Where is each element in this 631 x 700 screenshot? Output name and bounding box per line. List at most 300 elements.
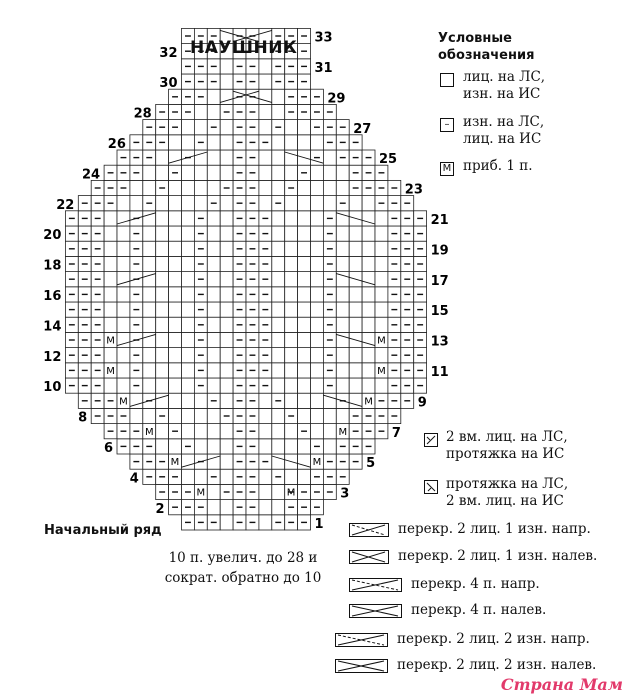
row-number: 24: [82, 167, 101, 183]
cable-legend-label: перекр. 4 п. налев.: [411, 602, 547, 618]
stitch-cell: [375, 348, 388, 363]
stitch-cell: [298, 287, 311, 302]
stitch-cell: [156, 302, 169, 317]
stitch-count-note: [158, 548, 328, 588]
stitch-cell: [207, 256, 220, 271]
stitch-cell: [311, 272, 324, 287]
row-number: 26: [107, 137, 126, 152]
stitch-cell: [156, 439, 169, 454]
stitch-cell: [349, 226, 362, 241]
stitch-cell: [207, 363, 220, 378]
stitch-cell: [272, 165, 285, 180]
increase-mark: М: [338, 426, 348, 438]
stitch-cell: [375, 256, 388, 271]
stitch-cell: [220, 424, 233, 439]
stitch-cell: [207, 241, 220, 256]
cable-symbol-icon: [349, 578, 402, 593]
row-number: 9: [417, 395, 427, 411]
stitch-cell: [156, 424, 169, 439]
cable-legend-label: перекр. 2 лиц. 2 изн. налев.: [397, 657, 597, 673]
chart-row: [43, 287, 426, 304]
stitch-cell: [298, 363, 311, 378]
stitch-cell: [362, 378, 375, 393]
stitch-cell: [336, 317, 349, 332]
legend-text: лиц. на ИС: [463, 131, 542, 147]
stitch-cell: [311, 348, 324, 363]
stitch-cell: [169, 180, 182, 195]
stitch-cell: [130, 408, 143, 423]
stitch-cell: [272, 211, 285, 226]
stitch-cell: [285, 424, 298, 439]
stitch-cell: [182, 241, 195, 256]
stitch-cell: [104, 226, 117, 241]
stitch-cell: [156, 211, 169, 226]
stitch-cell: [169, 317, 182, 332]
increase-mark: М: [196, 487, 206, 499]
stitch-cell: [272, 272, 285, 287]
increase-mark: М: [377, 366, 386, 377]
stitch-cell: [323, 408, 336, 423]
stitch-cell: [311, 363, 324, 378]
stitch-cell: [311, 302, 324, 317]
chart-row: [130, 454, 375, 471]
stitch-cell: [182, 211, 195, 226]
stitch-cell: [285, 272, 298, 287]
row-number: 32: [159, 45, 178, 61]
stitch-cell: [272, 332, 285, 347]
stitch-cell: [207, 226, 220, 241]
row-number: 21: [430, 213, 449, 228]
chart-row: [82, 165, 388, 182]
legend-item-ssk: [446, 476, 568, 510]
stitch-cell: [182, 272, 195, 287]
stitch-cell: [349, 378, 362, 393]
stitch-cell: [375, 211, 388, 226]
stitch-cell: [259, 180, 272, 195]
legend-text: лиц. на ЛС,: [463, 69, 546, 85]
stitch-cell: [285, 317, 298, 332]
stitch-cell: [298, 348, 311, 363]
stitch-cell: [362, 256, 375, 271]
chart-row: [78, 408, 401, 425]
stitch-cell: [362, 363, 375, 378]
chart-row: [182, 59, 333, 76]
stitch-cell: [285, 135, 298, 150]
stitch-cell: [298, 120, 311, 135]
stitch-cell: [169, 211, 182, 226]
purl-symbol-icon: –: [440, 118, 454, 132]
stitch-cell: [182, 378, 195, 393]
stitch-cell: [143, 302, 156, 317]
stitch-cell: [298, 302, 311, 317]
stitch-cell: [349, 363, 362, 378]
row-number: 3: [340, 486, 350, 502]
starting-row-label: Начальный ряд: [44, 523, 162, 538]
stitch-cell: [182, 256, 195, 271]
legend-text: 2 вм. лиц. на ЛС,: [446, 429, 568, 445]
stitch-cell: [311, 332, 324, 347]
stitch-cell: [375, 302, 388, 317]
stitch-cell: [272, 241, 285, 256]
stitch-cell: [259, 393, 272, 408]
stitch-cell: [272, 363, 285, 378]
row-number: 11: [430, 365, 449, 380]
stitch-cell: [272, 256, 285, 271]
stitch-cell: [259, 424, 272, 439]
stitch-cell: [220, 211, 233, 226]
stitch-cell: [375, 378, 388, 393]
cable-legend-label: перекр. 4 п. напр.: [411, 576, 540, 592]
stitch-cell: [130, 196, 143, 211]
increase-mark: М: [106, 335, 115, 347]
stitch-cell: [272, 104, 285, 119]
stitch-cell: [104, 348, 117, 363]
stitch-cell: [169, 241, 182, 256]
legend-heading-line-2: обозначения: [438, 48, 535, 63]
stitch-cell: [207, 424, 220, 439]
row-number: 18: [43, 258, 62, 274]
chart-row: [65, 302, 448, 319]
stitch-cell: [285, 211, 298, 226]
chart-row: [130, 469, 349, 486]
stitch-cell: [272, 500, 285, 515]
stitch-cell: [349, 317, 362, 332]
stitch-cell: [285, 226, 298, 241]
row-number: 8: [78, 410, 88, 426]
stitch-cell: [311, 256, 324, 271]
stitch-cell: [169, 393, 182, 408]
stitch-cell: [182, 180, 195, 195]
increase-mark: М: [106, 366, 115, 377]
chart-row: [56, 196, 413, 213]
chart-row: [169, 89, 346, 106]
stitch-cell: [156, 348, 169, 363]
stitch-cell: [104, 272, 117, 287]
stitch-cell: [117, 287, 130, 302]
chart-row: [43, 378, 426, 395]
row-number: 7: [391, 425, 401, 441]
stitch-cell: [182, 363, 195, 378]
stitch-cell: [117, 317, 130, 332]
stitch-cell: [156, 332, 169, 347]
stitch-cell: [259, 484, 272, 499]
legend-text: приб. 1 п.: [463, 158, 533, 174]
stitch-cell: [349, 348, 362, 363]
stitch-cell: [298, 211, 311, 226]
stitch-cell: [220, 120, 233, 135]
stitch-cell: [220, 515, 233, 530]
chart-row: [143, 120, 371, 137]
stitch-cell: [362, 287, 375, 302]
stitch-cell: [143, 241, 156, 256]
stitch-cell: [311, 196, 324, 211]
stitch-cell: [311, 135, 324, 150]
stitch-cell: [220, 272, 233, 287]
stitch-cell: [156, 317, 169, 332]
stitch-cell: [311, 287, 324, 302]
stitch-cell: [285, 256, 298, 271]
stitch-cell: [143, 226, 156, 241]
stitch-cell: [311, 378, 324, 393]
stitch-cell: [220, 363, 233, 378]
stitch-cell: [156, 272, 169, 287]
stitch-cell: [336, 363, 349, 378]
stitch-cell: [362, 241, 375, 256]
stitch-cell: [104, 287, 117, 302]
row-number: 16: [43, 289, 62, 304]
chart-row: [65, 332, 448, 349]
stitch-cell: [117, 348, 130, 363]
stitch-cell: [194, 165, 207, 180]
stitch-cell: [220, 256, 233, 271]
increase-mark: М: [377, 335, 386, 347]
stitch-cell: [336, 408, 349, 423]
knit-symbol-icon: [440, 73, 454, 87]
stitch-cell: [285, 393, 298, 408]
stitch-cell: [323, 196, 336, 211]
row-number: 30: [159, 76, 178, 92]
stitch-cell: [298, 408, 311, 423]
stitch-cell: [220, 348, 233, 363]
stitch-cell: [207, 165, 220, 180]
cable-legend-label: перекр. 2 лиц. 1 изн. напр.: [398, 521, 591, 537]
stitch-cell: [207, 378, 220, 393]
stitch-cell: [298, 226, 311, 241]
stitch-cell: [272, 135, 285, 150]
stitch-cell: [143, 348, 156, 363]
chart-row: [156, 500, 324, 517]
stitch-cell: [169, 272, 182, 287]
stitch-cell: [182, 424, 195, 439]
legend-item-k2tog: [446, 429, 568, 463]
stitch-cell: [259, 74, 272, 89]
stitch-cell: [272, 226, 285, 241]
row-number: 22: [56, 197, 75, 213]
stitch-cell: [182, 348, 195, 363]
stitch-cell: [311, 180, 324, 195]
chart-row: [104, 424, 401, 441]
stitch-cell: [375, 287, 388, 302]
stitch-cell: [207, 272, 220, 287]
chart-row: [156, 484, 350, 501]
increase-symbol-icon: М: [440, 162, 454, 176]
stitch-cell: [220, 454, 233, 469]
stitch-cell: [207, 287, 220, 302]
stitch-cell: [259, 196, 272, 211]
stitch-cell: [182, 226, 195, 241]
stitch-cell: [272, 484, 285, 499]
stitch-cell: [104, 302, 117, 317]
legend-heading: [438, 30, 534, 64]
stitch-cell: [272, 180, 285, 195]
stitch-cell: [104, 256, 117, 271]
chart-row: [134, 104, 337, 121]
stitch-cell: [220, 500, 233, 515]
stitch-cell: [311, 241, 324, 256]
watermark: Страна Мам: [500, 675, 623, 694]
legend-item-increase: [463, 158, 533, 175]
row-number: 1: [314, 517, 324, 532]
stitch-cell: [311, 317, 324, 332]
stitch-cell: [272, 287, 285, 302]
stitch-cell: [130, 180, 143, 195]
stitch-cell: [169, 348, 182, 363]
stitch-cell: [349, 241, 362, 256]
stitch-cell: [182, 120, 195, 135]
cable-legend-label: перекр. 2 лиц. 1 изн. налев.: [398, 548, 598, 564]
stitch-cell: [182, 469, 195, 484]
stitch-cell: [207, 302, 220, 317]
stitch-cell: [336, 165, 349, 180]
cable-symbol-icon: [335, 659, 388, 674]
stitch-cell: [182, 408, 195, 423]
stitch-cell: [143, 180, 156, 195]
stitch-cell: [298, 393, 311, 408]
stitch-cell: [259, 515, 272, 530]
stitch-cell: [156, 196, 169, 211]
stitch-cell: [169, 287, 182, 302]
stitch-cell: [259, 59, 272, 74]
stitch-cell: [323, 439, 336, 454]
stitch-cell: [220, 317, 233, 332]
stitch-cell: [143, 165, 156, 180]
chart-row: [65, 272, 448, 289]
stitch-cell: [272, 408, 285, 423]
stitch-cell: [182, 196, 195, 211]
stitch-cell: [272, 317, 285, 332]
stitch-cell: [207, 332, 220, 347]
stitch-cell: [298, 469, 311, 484]
stitch-cell: [311, 408, 324, 423]
stitch-cell: [182, 393, 195, 408]
chart-row: [43, 348, 426, 365]
stitch-cell: [207, 439, 220, 454]
stitch-cell: [311, 424, 324, 439]
row-number: 10: [43, 380, 62, 396]
stitch-cell: [156, 226, 169, 241]
note-line: 10 п. увелич. до 28 и: [168, 550, 318, 566]
stitch-cell: [207, 500, 220, 515]
stitch-cell: [336, 226, 349, 241]
stitch-cell: [220, 150, 233, 165]
stitch-cell: [272, 439, 285, 454]
stitch-cell: [285, 120, 298, 135]
stitch-cell: [375, 317, 388, 332]
stitch-cell: [272, 150, 285, 165]
chart-row: [65, 363, 448, 380]
row-number: 33: [314, 30, 333, 46]
stitch-cell: [182, 135, 195, 150]
stitch-cell: [169, 135, 182, 150]
stitch-cell: [182, 332, 195, 347]
stitch-cell: [375, 226, 388, 241]
stitch-cell: [117, 363, 130, 378]
chart-row: [91, 180, 423, 197]
stitch-cell: [259, 120, 272, 135]
stitch-cell: [362, 196, 375, 211]
stitch-cell: [207, 104, 220, 119]
stitch-cell: [323, 424, 336, 439]
stitch-cell: [117, 226, 130, 241]
stitch-cell: [220, 469, 233, 484]
stitch-cell: [336, 348, 349, 363]
stitch-cell: [259, 469, 272, 484]
stitch-cell: [156, 165, 169, 180]
stitch-cell: [207, 150, 220, 165]
stitch-cell: [349, 302, 362, 317]
stitch-cell: [182, 317, 195, 332]
row-number: 28: [133, 106, 152, 122]
stitch-cell: [220, 196, 233, 211]
stitch-cell: [285, 287, 298, 302]
stitch-cell: [207, 89, 220, 104]
cable-symbol-icon: [335, 633, 388, 648]
stitch-cell: [169, 302, 182, 317]
stitch-cell: [336, 287, 349, 302]
stitch-cell: [311, 226, 324, 241]
stitch-cell: [298, 241, 311, 256]
increase-mark: М: [170, 457, 180, 469]
legend-text: изн. на ИС: [463, 86, 541, 102]
stitch-cell: [285, 165, 298, 180]
stitch-cell: [349, 196, 362, 211]
stitch-cell: [298, 272, 311, 287]
stitch-cell: [220, 287, 233, 302]
stitch-cell: [375, 272, 388, 287]
stitch-cell: [323, 165, 336, 180]
row-number: 12: [43, 349, 62, 365]
stitch-cell: [169, 439, 182, 454]
stitch-cell: [194, 439, 207, 454]
chart-row: [43, 256, 426, 273]
chart-row: [78, 393, 426, 410]
stitch-cell: [143, 378, 156, 393]
stitch-cell: [298, 317, 311, 332]
stitch-cell: [375, 241, 388, 256]
stitch-cell: [194, 393, 207, 408]
stitch-cell: [311, 393, 324, 408]
ssk-symbol-icon: [424, 480, 438, 494]
legend-item-purl: [463, 114, 544, 148]
stitch-cell: [272, 424, 285, 439]
row-number: 5: [366, 456, 376, 472]
stitch-cell: [117, 256, 130, 271]
stitch-cell: [259, 500, 272, 515]
stitch-cell: [298, 256, 311, 271]
k2tog-symbol-icon: [424, 433, 438, 447]
stitch-cell: [285, 241, 298, 256]
stitch-cell: [220, 74, 233, 89]
stitch-cell: [298, 180, 311, 195]
stitch-cell: [207, 180, 220, 195]
cable-symbol-icon: [349, 523, 389, 538]
legend-text: протяжка на ЛС,: [446, 476, 569, 492]
increase-mark: М: [144, 426, 154, 438]
stitch-cell: [259, 408, 272, 423]
stitch-cell: [349, 256, 362, 271]
stitch-cell: [220, 378, 233, 393]
stitch-cell: [169, 196, 182, 211]
stitch-cell: [104, 211, 117, 226]
stitch-cell: [323, 150, 336, 165]
legend-text: изн. на ЛС,: [463, 114, 545, 130]
stitch-cell: [298, 378, 311, 393]
stitch-cell: [156, 241, 169, 256]
cable-symbol-icon: [349, 604, 402, 619]
stitch-cell: [220, 241, 233, 256]
stitch-cell: [194, 180, 207, 195]
stitch-cell: [259, 104, 272, 119]
